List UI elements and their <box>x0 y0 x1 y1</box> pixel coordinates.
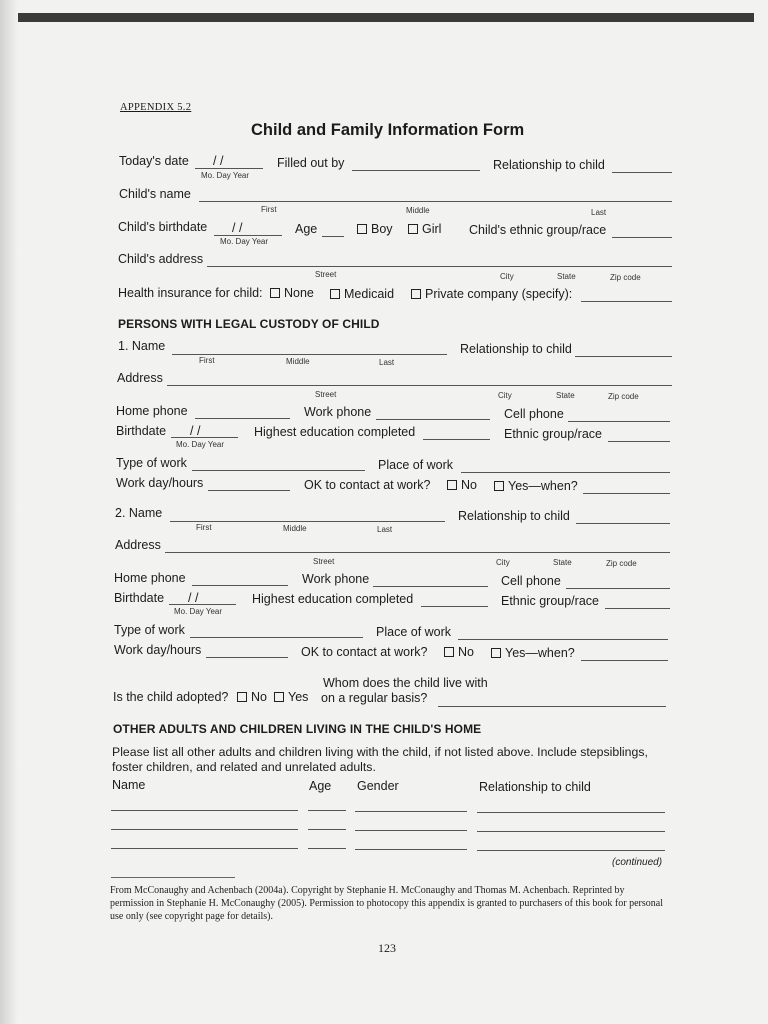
scan-edge-bar <box>16 13 754 22</box>
todays-date-label: Today's date <box>119 154 189 168</box>
education-label: Highest education completed <box>254 425 416 439</box>
person-name-field[interactable] <box>172 354 447 355</box>
yes-checkbox[interactable] <box>494 481 504 491</box>
private-checkbox[interactable] <box>411 289 421 299</box>
medicaid-label: Medicaid <box>344 287 395 301</box>
street-hint: Street <box>315 270 337 279</box>
column-header-relationship: Relationship to child <box>479 780 591 794</box>
yes-label: Yes <box>288 690 309 704</box>
work-phone-label: Work phone <box>304 405 372 419</box>
home-phone-field[interactable] <box>192 585 288 586</box>
yes-checkbox[interactable] <box>274 692 284 702</box>
work-hours-field[interactable] <box>206 657 288 658</box>
yes-when-field[interactable] <box>583 493 670 494</box>
copyright-credit: From McConaughy and Achenbach (2004a). Copyright by Stephanie H. McConaughy and Thomas M. Achenbach. Reprinted by permission in Stephanie H. McConaughy (2005). Permission to photocopy this appendix is granted to purchasers of this book for personal use only (see copyright page for details). <box>110 885 663 922</box>
age-field[interactable] <box>322 236 344 237</box>
type-of-work-field[interactable] <box>190 637 363 638</box>
adopted-label: Is the child adopted? <box>113 690 229 704</box>
child-name-field[interactable] <box>199 201 672 202</box>
todays-date-field[interactable] <box>195 168 263 169</box>
type-of-work-field[interactable] <box>192 470 365 471</box>
birthdate-slashes: / / <box>190 424 201 438</box>
person-name-label: 2. Name <box>115 506 163 520</box>
contact-no-option[interactable] <box>447 478 477 492</box>
row-age-field[interactable] <box>308 848 346 849</box>
birthdate-slashes: / / <box>232 221 243 235</box>
state-hint: State <box>553 558 572 567</box>
middle-hint: Middle <box>286 357 310 366</box>
medicaid-checkbox[interactable] <box>330 289 340 299</box>
row-gender-field[interactable] <box>355 849 467 850</box>
row-age-field[interactable] <box>308 829 346 830</box>
none-checkbox[interactable] <box>270 288 280 298</box>
work-hours-label: Work day/hours <box>116 476 204 490</box>
girl-checkbox[interactable] <box>408 224 418 234</box>
child-birthdate-label: Child's birthdate <box>118 220 208 234</box>
yes-when-label: Yes—when? <box>505 646 575 660</box>
type-of-work-label: Type of work <box>116 456 187 470</box>
row-name-field[interactable] <box>111 829 298 830</box>
health-insurance-label: Health insurance for child: <box>118 286 263 300</box>
contact-yes-option[interactable] <box>494 479 578 493</box>
ethnic-label: Ethnic group/race <box>504 427 602 441</box>
others-instructions-1: Please list all other adults and children living with the child, if not listed above. Include stepsiblings, <box>112 745 648 759</box>
state-hint: State <box>556 391 575 400</box>
footnote-rule <box>111 877 235 878</box>
place-of-work-label: Place of work <box>376 625 452 639</box>
ok-contact-label: OK to contact at work? <box>301 645 428 659</box>
city-hint: City <box>500 272 514 281</box>
person-name-field[interactable] <box>170 521 445 522</box>
last-hint: Last <box>591 208 607 217</box>
adopted-yes-option[interactable] <box>274 690 308 704</box>
first-hint: First <box>261 205 277 214</box>
adopted-no-option[interactable] <box>237 690 267 704</box>
column-header-gender: Gender <box>357 779 399 793</box>
girl-label: Girl <box>422 222 442 236</box>
page-number: 123 <box>378 941 396 955</box>
no-checkbox[interactable] <box>237 692 247 702</box>
work-phone-field[interactable] <box>373 586 488 587</box>
relationship-label: Relationship to child <box>458 509 570 523</box>
birthdate-format-hint: Mo. Day Year <box>174 607 223 616</box>
no-checkbox[interactable] <box>444 647 454 657</box>
work-hours-label: Work day/hours <box>114 643 202 657</box>
appendix-label: APPENDIX 5.2 <box>120 102 192 113</box>
address-field[interactable] <box>167 385 672 386</box>
row-name-field[interactable] <box>111 848 298 849</box>
relationship-label: Relationship to child <box>493 158 605 172</box>
boy-label: Boy <box>371 222 393 236</box>
place-of-work-field[interactable] <box>461 472 670 473</box>
type-of-work-label: Type of work <box>114 623 185 637</box>
place-of-work-label: Place of work <box>378 458 454 472</box>
birthdate-field[interactable] <box>169 604 236 605</box>
others-instructions-2: foster children, and related and unrelated adults. <box>112 760 376 774</box>
birthdate-format-hint: Mo. Day Year <box>176 440 225 449</box>
ethnic-field[interactable] <box>608 441 670 442</box>
others-heading: OTHER ADULTS AND CHILDREN LIVING IN THE CHILD'S HOME <box>113 722 482 736</box>
boy-checkbox[interactable] <box>357 224 367 234</box>
zip-hint: Zip code <box>610 273 641 282</box>
insurance-none-option[interactable] <box>270 286 314 300</box>
contact-yes-option[interactable] <box>491 646 575 660</box>
work-phone-label: Work phone <box>302 572 370 586</box>
no-label: No <box>458 645 474 659</box>
last-hint: Last <box>379 358 395 367</box>
date-format-hint: Mo. Day Year <box>201 171 250 180</box>
row-relationship-field[interactable] <box>477 812 665 813</box>
address-label: Address <box>117 371 163 385</box>
state-hint: State <box>557 272 576 281</box>
birthdate-slashes: / / <box>188 591 199 605</box>
page-gutter-shadow <box>0 0 18 1024</box>
cell-phone-label: Cell phone <box>501 574 561 588</box>
no-label: No <box>251 690 267 704</box>
insurance-private-option[interactable] <box>411 287 572 301</box>
ok-contact-label: OK to contact at work? <box>304 478 431 492</box>
education-field[interactable] <box>423 439 490 440</box>
ethnic-field[interactable] <box>605 608 670 609</box>
lives-with-field[interactable] <box>438 706 666 707</box>
age-label: Age <box>295 222 318 236</box>
row-age-field[interactable] <box>308 810 346 811</box>
filled-out-by-field[interactable] <box>352 170 480 171</box>
middle-hint: Middle <box>283 524 307 533</box>
first-hint: First <box>199 356 215 365</box>
cell-phone-field[interactable] <box>566 588 670 589</box>
none-label: None <box>284 286 314 300</box>
birthdate-field[interactable] <box>171 437 238 438</box>
child-birthdate-field[interactable] <box>214 235 282 236</box>
home-phone-field[interactable] <box>195 418 290 419</box>
row-gender-field[interactable] <box>355 830 467 831</box>
middle-hint: Middle <box>406 206 430 215</box>
private-company-field[interactable] <box>581 301 672 302</box>
zip-hint: Zip code <box>608 392 639 401</box>
education-field[interactable] <box>421 606 488 607</box>
continued-label: (continued) <box>612 857 663 868</box>
home-phone-label: Home phone <box>114 571 186 585</box>
yes-when-label: Yes—when? <box>508 479 578 493</box>
row-gender-field[interactable] <box>355 811 467 812</box>
address-label: Address <box>115 538 161 552</box>
birthdate-label: Birthdate <box>114 591 165 605</box>
date-slashes: / / <box>213 154 224 168</box>
column-header-name: Name <box>112 778 146 792</box>
lives-with-label-2: on a regular basis? <box>321 691 428 705</box>
boy-option[interactable] <box>357 222 393 236</box>
ethnic-label: Ethnic group/race <box>501 594 599 608</box>
relationship-field[interactable] <box>576 523 670 524</box>
girl-option[interactable] <box>408 222 441 236</box>
person-name-label: 1. Name <box>118 339 166 353</box>
city-hint: City <box>496 558 510 567</box>
work-hours-field[interactable] <box>208 490 290 491</box>
birthdate-label: Birthdate <box>116 424 167 438</box>
relationship-field[interactable] <box>575 356 672 357</box>
place-of-work-field[interactable] <box>458 639 668 640</box>
row-relationship-field[interactable] <box>477 850 665 851</box>
lives-with-label-1: Whom does the child live with <box>323 676 488 690</box>
relationship-label: Relationship to child <box>460 342 572 356</box>
street-hint: Street <box>313 557 335 566</box>
contact-no-option[interactable] <box>444 645 474 659</box>
filled-out-by-label: Filled out by <box>277 156 345 170</box>
street-hint: Street <box>315 390 337 399</box>
no-label: No <box>461 478 477 492</box>
form-title: Child and Family Information Form <box>251 121 525 139</box>
cell-phone-field[interactable] <box>568 421 670 422</box>
relationship-field[interactable] <box>612 172 672 173</box>
row-name-field[interactable] <box>111 810 298 811</box>
birthdate-format-hint: Mo. Day Year <box>220 237 269 246</box>
insurance-medicaid-option[interactable] <box>330 287 394 301</box>
first-hint: First <box>196 523 212 532</box>
yes-when-field[interactable] <box>581 660 668 661</box>
ethnic-field[interactable] <box>612 237 672 238</box>
last-hint: Last <box>377 525 393 534</box>
education-label: Highest education completed <box>252 592 414 606</box>
custody-heading: PERSONS WITH LEGAL CUSTODY OF CHILD <box>118 317 380 331</box>
column-header-age: Age <box>309 779 332 793</box>
child-name-label: Child's name <box>119 187 191 201</box>
zip-hint: Zip code <box>606 559 637 568</box>
private-label: Private company (specify): <box>425 287 573 301</box>
home-phone-label: Home phone <box>116 404 188 418</box>
cell-phone-label: Cell phone <box>504 407 564 421</box>
ethnic-label: Child's ethnic group/race <box>469 223 607 237</box>
work-phone-field[interactable] <box>376 419 490 420</box>
city-hint: City <box>498 391 512 400</box>
child-address-field[interactable] <box>207 266 672 267</box>
row-relationship-field[interactable] <box>477 831 665 832</box>
child-address-label: Child's address <box>118 252 204 266</box>
address-field[interactable] <box>165 552 670 553</box>
no-checkbox[interactable] <box>447 480 457 490</box>
yes-checkbox[interactable] <box>491 648 501 658</box>
